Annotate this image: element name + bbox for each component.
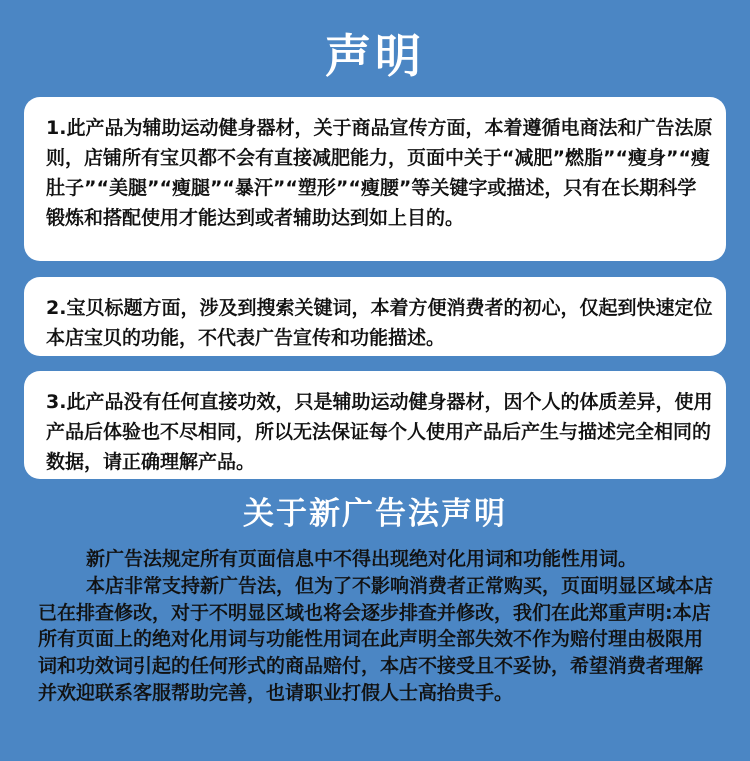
statement-card-2 xyxy=(24,277,726,356)
ad-law-title: 关于新广告法声明 xyxy=(243,496,507,532)
statement-card-1 xyxy=(24,97,726,261)
statement-text-2: 2.宝贝标题方面，涉及到搜索关键词，本着方便消费者的初心，仅起到快速定位本店宝贝的功能，不代表广告宣传和功能描述。 xyxy=(46,297,713,349)
page-title: 声明 xyxy=(325,29,425,83)
ad-law-notice xyxy=(38,546,718,707)
ad-law-paragraph-2: 本店非常支持新广告法，但为了不影响消费者正常购买，页面明显区域本店已在排查修改，对于不明显区域也将会逐步排查并修改，我们在此郑重声明:本店所有页面上的绝对化用词与功能性用词在此声明全部失效不作为赔付理由极限用词和功效词引起的任何形式的商品赔付，本店不接受且不妥协，希望消费者理解并欢迎联系客服帮助完善，也请职业打假人士高抬贵手。 xyxy=(38,574,714,704)
statement-card-3 xyxy=(24,371,726,479)
statement-text-1: 1.此产品为辅助运动健身器材，关于商品宣传方面，本着遵循电商法和广告法原则，店铺所有宝贝都不会有直接减肥能力，页面中关于“减肥”燃脂”“瘦身”“瘦肚子”“美腿”“瘦腿”“暴汗”“塑形”“瘦腰”等关键字或描述，只有在长期科学锻炼和搭配使用才能达到或者辅助达到如上目的。 xyxy=(46,117,713,229)
ad-law-paragraph-1: 新广告法规定所有页面信息中不得出现绝对化用词和功能性用词。 xyxy=(86,548,638,570)
statement-text-3: 3.此产品没有任何直接功效，只是辅助运动健身器材，因个人的体质差异，使用产品后体验也不尽相同，所以无法保证每个人使用产品后产生与描述完全相同的数据，请正确理解产品。 xyxy=(46,391,713,473)
